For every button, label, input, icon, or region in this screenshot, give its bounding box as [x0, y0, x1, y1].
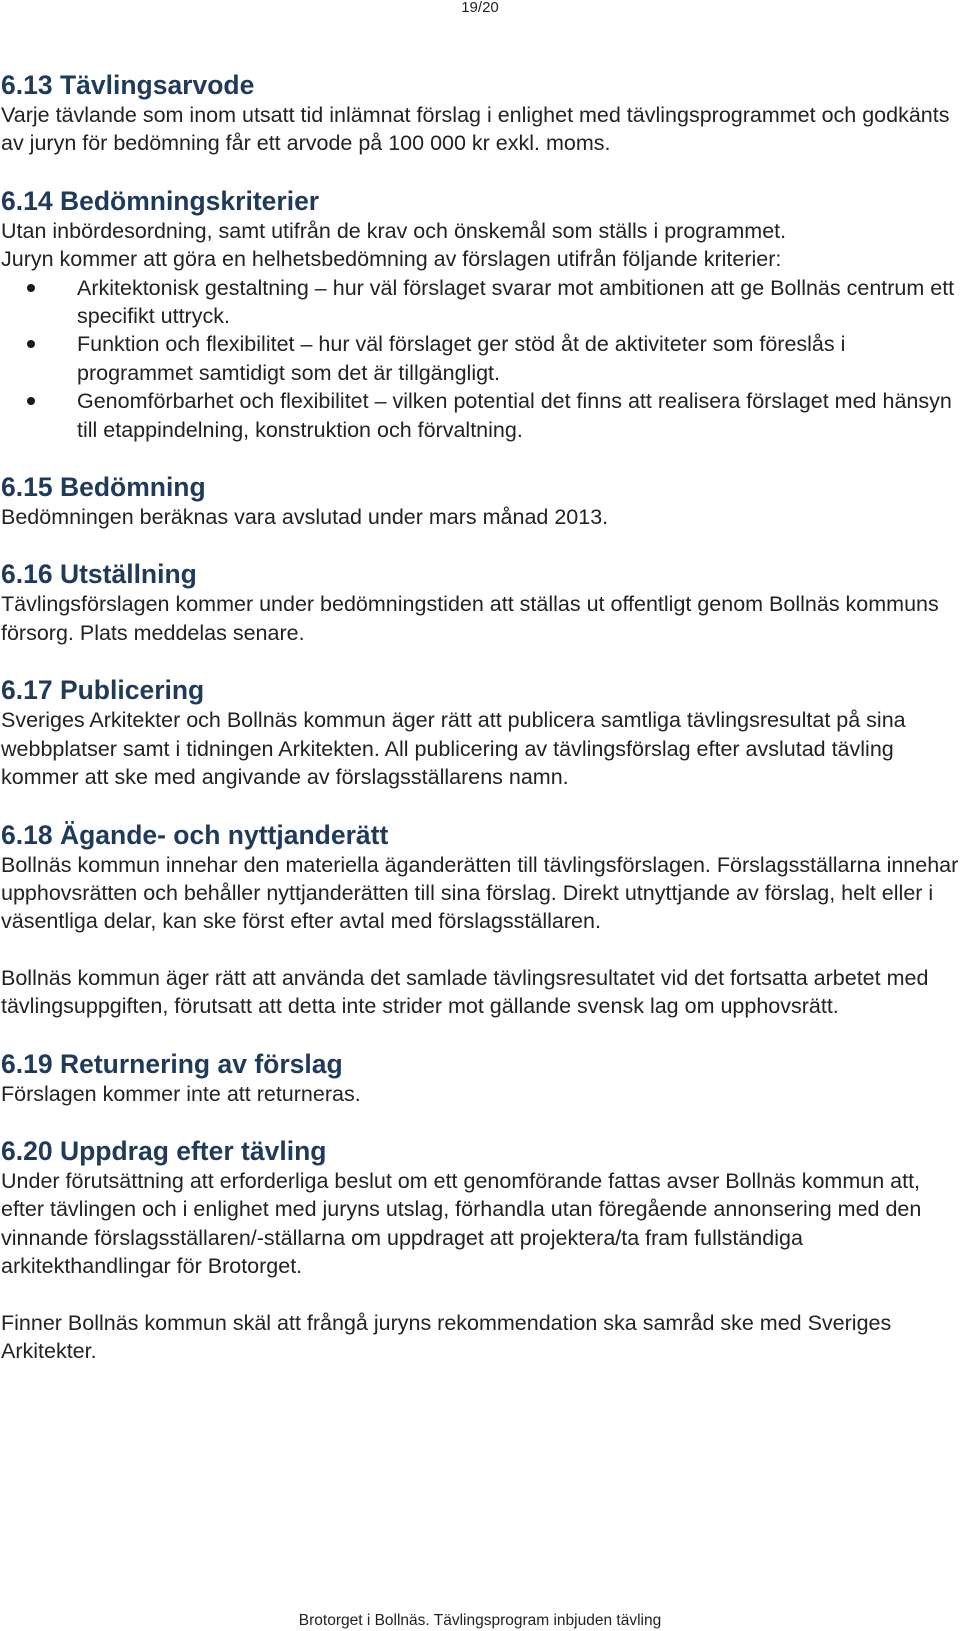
- page-content: [1, 70, 959, 1365]
- section-6-19: [1, 1049, 959, 1108]
- list-item-text: Genomförbarhet och flexibilitet – vilken potential det finns att realisera förslaget med hänsyn till etappindelning, konstruktion och förvaltning.: [77, 389, 952, 442]
- section-title: 6.15 Bedömning: [1, 472, 206, 503]
- section-title: 6.17 Publicering: [1, 675, 205, 706]
- section-body: Bedömningen beräknas vara avslutad under mars månad 2013.: [1, 505, 609, 530]
- section-body: Finner Bollnäs kommun skäl att frångå juryns rekommendation ska samråd ske med Sveriges Arkitekter.: [1, 1310, 892, 1363]
- section-6-17: [1, 675, 959, 791]
- section-6-20: [1, 1136, 959, 1365]
- bullet-icon: [27, 397, 35, 405]
- section-body: Under förutsättning att erforderliga beslut om ett genomförande fattas avser Bollnäs kommun att, efter tävlingen och i enlighet med juryns utslag, förhandla utan föregående annonsering med den vinnande förslagsställaren/-ställarna om uppdraget att projektera/ta fram fullständiga arkitekthandlingar för Brotorget.: [1, 1168, 922, 1279]
- section-title: 6.16 Utställning: [1, 559, 197, 590]
- list-item: [1, 274, 959, 331]
- section-intro: Utan inbördesordning, samt utifrån de krav och önskemål som ställs i programmet.: [1, 218, 787, 243]
- section-body: Tävlingsförslagen kommer under bedömningstiden att ställas ut offentligt genom Bollnäs kommuns försorg. Plats meddelas senare.: [1, 592, 939, 645]
- list-item: [1, 387, 959, 444]
- section-intro: Juryn kommer att göra en helhetsbedömning av förslagen utifrån följande kriterier:: [1, 247, 782, 272]
- section-title: 6.13 Tävlingsarvode: [1, 70, 255, 100]
- page-number: 19/20: [461, 0, 499, 16]
- section-body: Sveriges Arkitekter och Bollnäs kommun äger rätt att publicera samtliga tävlingsresultat på sina webbplatser samt i tidningen Arkitekten. All publicering av tävlingsförslag efter avslutad tävling kommer att ske med angivande av förslagsställarens namn.: [1, 708, 906, 790]
- section-6-14: [1, 186, 959, 444]
- bullet-icon: [27, 284, 35, 292]
- list-item-text: Funktion och flexibilitet – hur väl förslaget ger stöd åt de aktiviteter som föreslås i programmet samtidigt som det är tillgängligt.: [77, 332, 846, 385]
- section-title: 6.14 Bedömningskriterier: [1, 185, 320, 216]
- page-footer: Brotorget i Bollnäs. Tävlingsprogram inbjuden tävling: [298, 1612, 662, 1629]
- section-6-13: [1, 70, 959, 158]
- list-item-text: Arkitektonisk gestaltning – hur väl förslaget svarar mot ambitionen att ge Bollnäs centrum ett specifikt uttryck.: [77, 275, 955, 329]
- section-body: Bollnäs kommun innehar den materiella äganderätten till tävlingsförslagen. Förslagsställarna innehar upphovsrätten och behåller nyttjanderätten till sina förslag. Direkt utnyttjande av förslag, helt eller i väsentliga delar, kan ske först efter avtal med förslagsställaren.: [1, 852, 959, 934]
- section-6-16: [1, 559, 959, 647]
- section-title: 6.19 Returnering av förslag: [1, 1048, 343, 1079]
- bullet-icon: [27, 340, 35, 348]
- section-title: 6.18 Ägande- och nyttjanderätt: [1, 819, 389, 850]
- section-body: Varje tävlande som inom utsatt tid inlämnat förslag i enlighet med tävlingsprogrammet och godkänts av juryn för bedömning får ett arvode på 100 000 kr exkl. moms.: [1, 103, 950, 156]
- section-body: Bollnäs kommun äger rätt att använda det samlade tävlingsresultatet vid det fortsatta arbetet med tävlingsuppgiften, förutsatt att detta inte strider mot gällande svensk lag om upphovsrätt.: [1, 965, 929, 1019]
- section-title: 6.20 Uppdrag efter tävling: [1, 1135, 327, 1166]
- list-item: [1, 330, 959, 387]
- section-body: Förslagen kommer inte att returneras.: [1, 1081, 361, 1106]
- section-6-18: [1, 820, 959, 1021]
- section-6-15: [1, 472, 959, 531]
- criteria-list: [1, 274, 959, 444]
